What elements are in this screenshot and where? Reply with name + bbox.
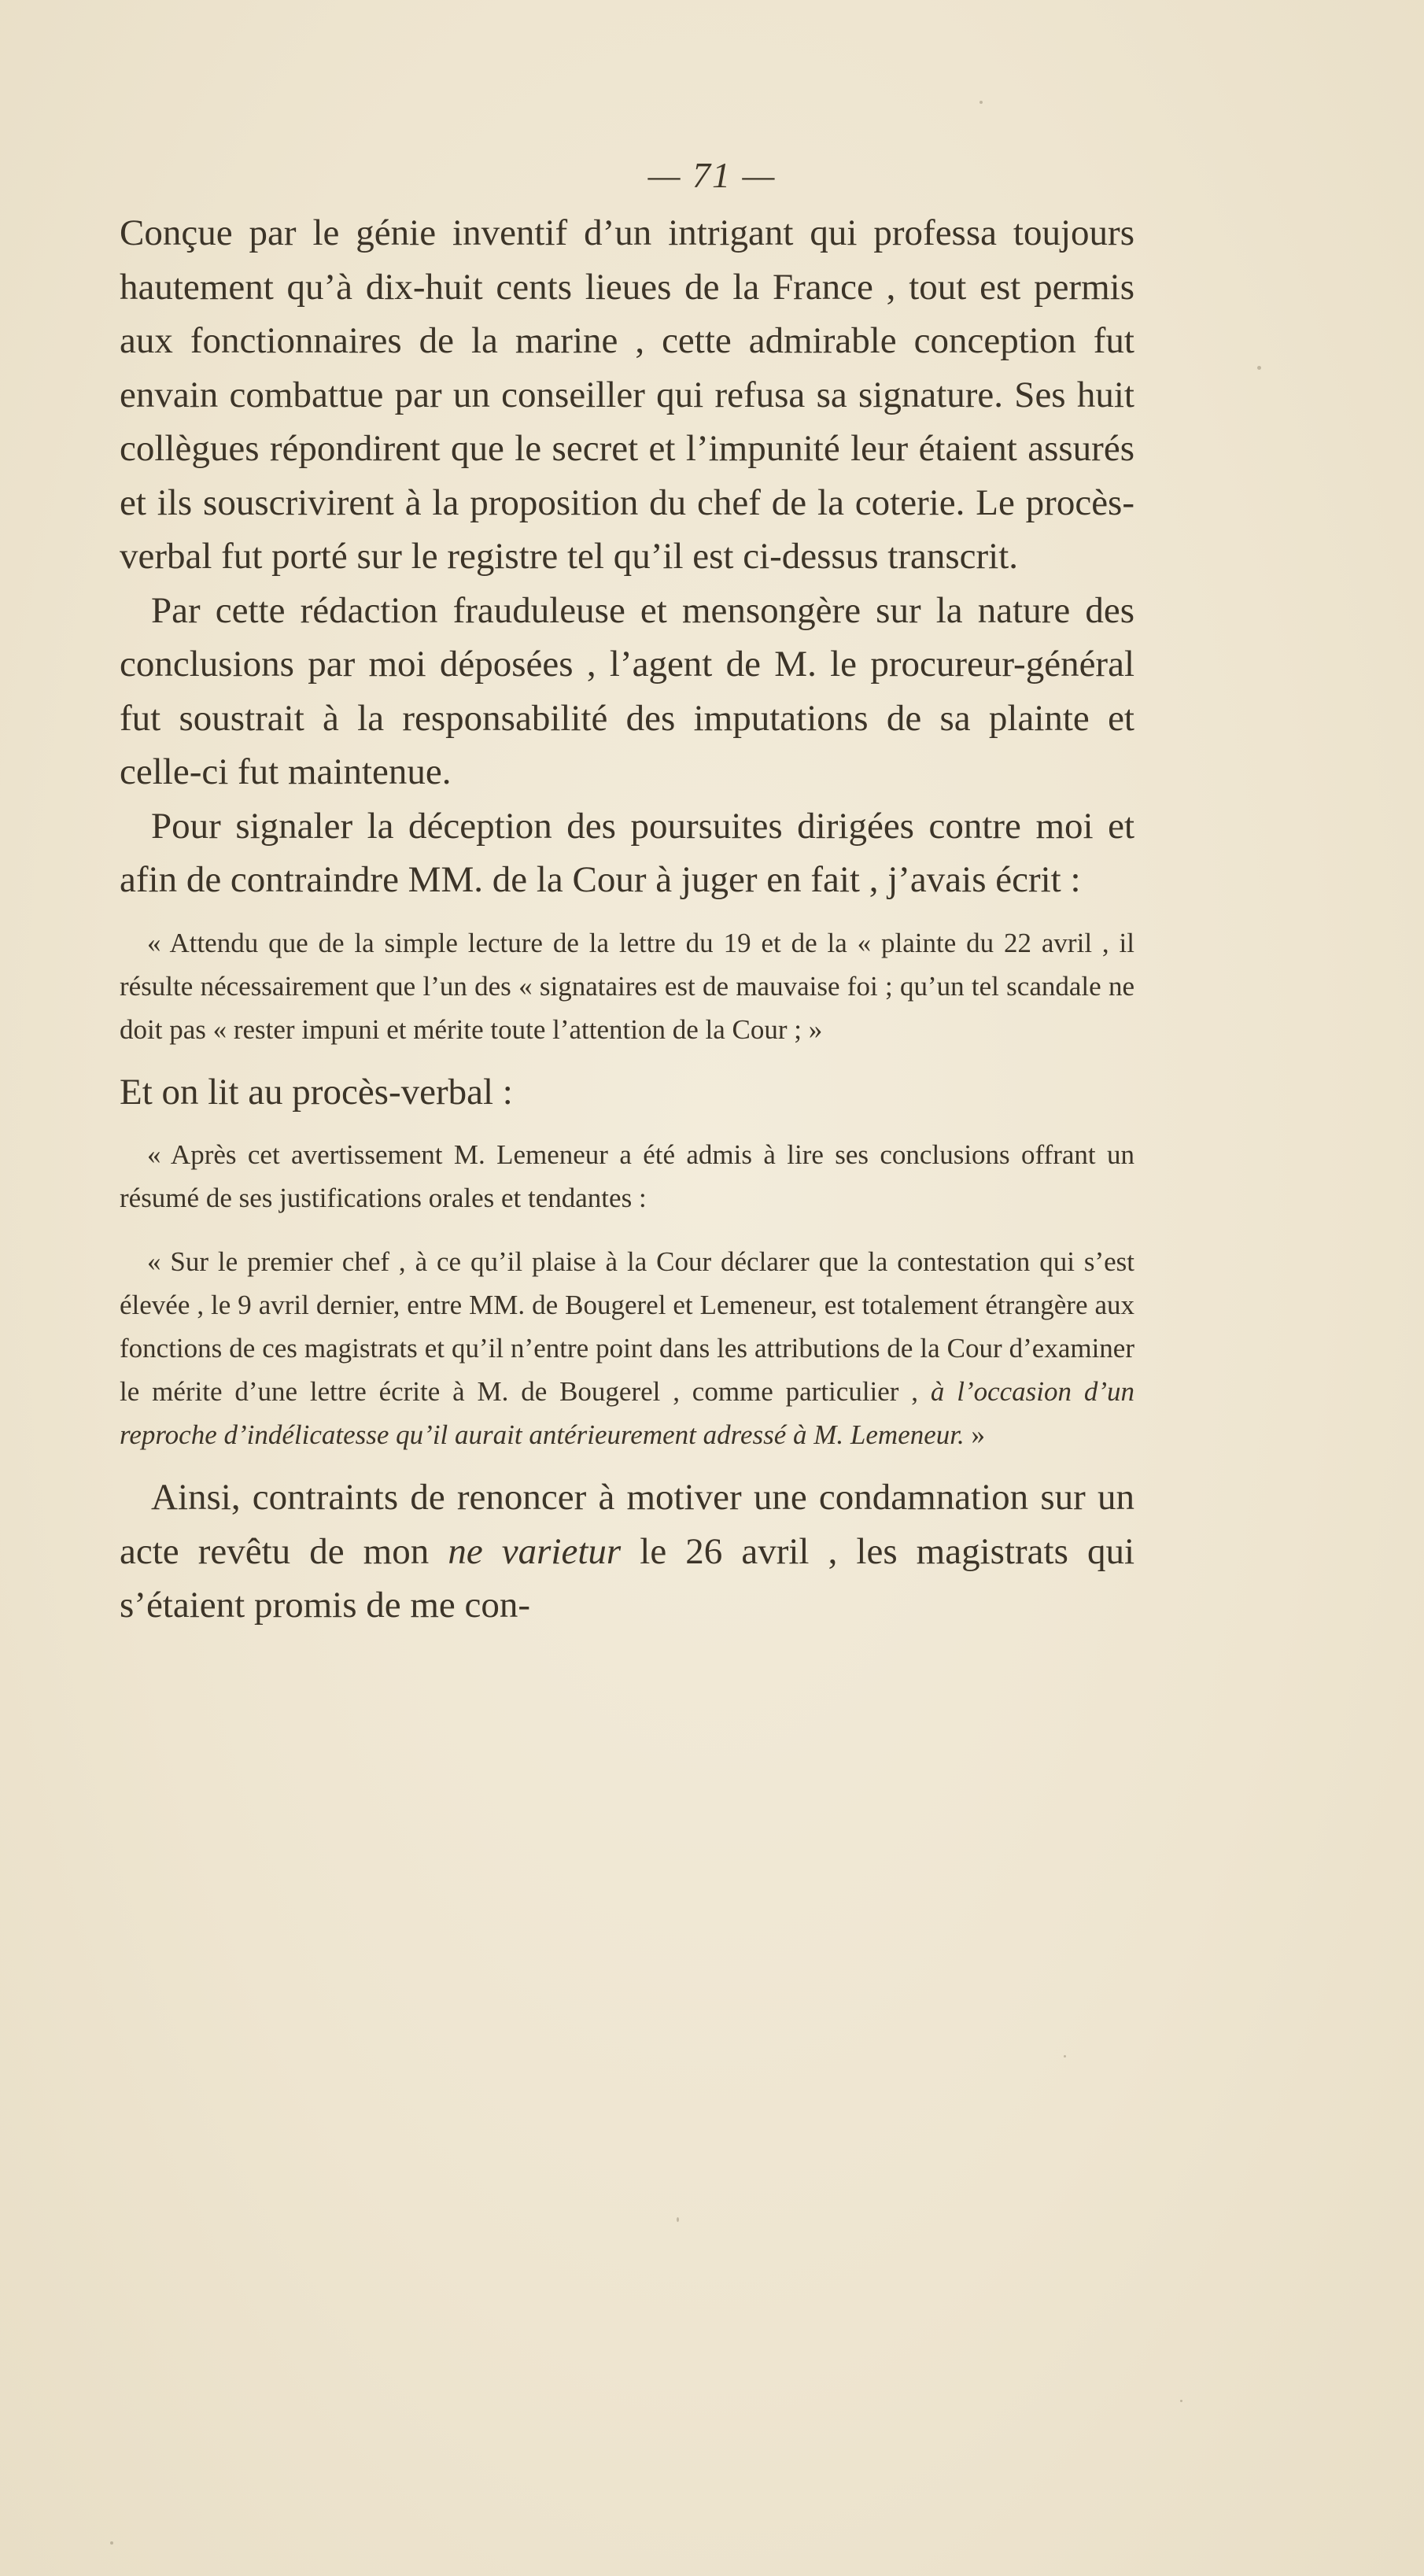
- paragraph-proces-verbal-intro: Et on lit au procès-verbal :: [120, 1071, 513, 1113]
- paragraph-ainsi-text: Ainsi, contraints de renoncer à motiver une condamnation sur un acte revêtu de mon: [120, 1477, 1134, 1572]
- page-number: — 71 —: [647, 155, 777, 195]
- paragraph-redaction: Par cette rédaction frauduleuse et mensongère sur la nature des conclusions par moi déposées , l’agent de M. le procureur-général fut soustrait à la responsabilité des imputations de sa plainte et celle-ci fut maintenue.: [120, 589, 1134, 792]
- quote-premier-chef: [120, 1240, 1134, 1456]
- quote-attendu: « Attendu que de la simple lecture de la lettre du 19 et de la « plainte du 22 avril , il résulte nécessairement que l’un des « signataires est de mauvaise foi ; qu’un tel scandale ne doit pas « rester impuni et mérite toute l’attention de la Cour ; »: [120, 927, 1134, 1045]
- paragraph-ainsi-italic: ne varietur: [448, 1530, 622, 1572]
- page-text: [120, 206, 1134, 1633]
- paragraph-ainsi: [120, 1471, 1134, 1633]
- quote-premier-chef-italic: à l’occasion d’un reproche d’indélicatesse qu’il aurait antérieurement adressé à M. Lemeneur.: [120, 1376, 1135, 1450]
- paragraph-conception: Conçue par le génie inventif d’un intrigant qui professa toujours hautement qu’à dix-huit cents lieues de la France , tout est permis aux fonctionnaires de la marine , cette admirable conception fut envain combattue par un conseiller qui refusa sa signature. Ses huit collègues répondirent que le secret et l’impunité leur étaient assurés et ils souscrivirent à la proposition du chef de la coterie. Le procès-verbal fut porté sur le registre tel qu’il est ci-dessus transcrit.: [120, 212, 1134, 577]
- paragraph-deception: Pour signaler la déception des poursuites dirigées contre moi et afin de contraindre MM. de la Cour à juger en fait , j’avais écrit :: [120, 805, 1134, 900]
- quote-premier-chef-close: »: [971, 1419, 986, 1450]
- paragraph-ainsi-end: le 26 avril , les magistrats qui s’étaient promis de me con-: [120, 1530, 1135, 1626]
- quote-avertissement: « Après cet avertissement M. Lemeneur a été admis à lire ses conclusions offrant un résumé de ses justifications orales et tendantes :: [120, 1139, 1134, 1213]
- quote-premier-chef-text: « Sur le premier chef , à ce qu’il plaise à la Cour déclarer que la contestation qui s’est élevée , le 9 avril dernier, entre MM. de Bougerel et Lemeneur, est totalement étrangère aux fonctions de ces magistrats et qu’il n’entre point dans les attributions de la Cour d’examiner le mérite d’une lettre écrite à M. de Bougerel , comme particulier ,: [120, 1246, 1134, 1407]
